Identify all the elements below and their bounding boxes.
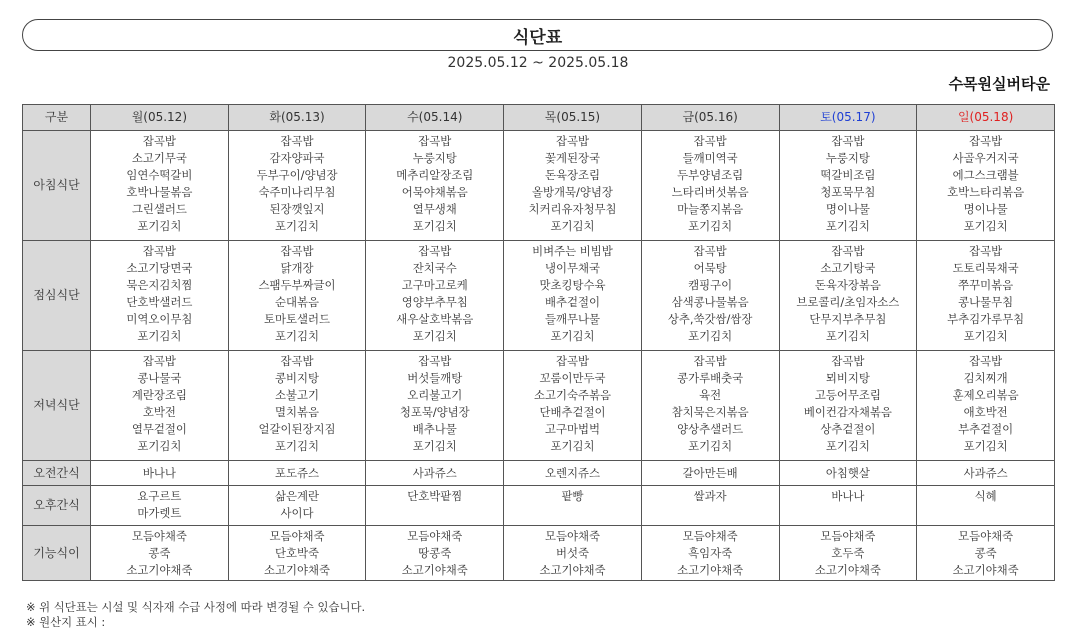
day-header-fri: 금(05.16)	[641, 105, 779, 131]
menu-item: 꽃게된장국	[544, 150, 600, 165]
menu-cell	[917, 131, 1055, 241]
menu-item: 포기김치	[688, 438, 733, 453]
menu-item: 삼색콩나물볶음	[671, 294, 749, 309]
menu-item: 호두죽	[831, 545, 865, 560]
menu-item: 상추겉절이	[820, 421, 876, 436]
menu-item: 잡곡밥	[142, 354, 176, 368]
menu-item: 잡곡밥	[831, 134, 865, 148]
menu-item: 마늘쫑지볶음	[677, 201, 744, 216]
meal-label: 오후간식	[23, 486, 91, 526]
menu-item: 부추김가루무침	[947, 311, 1025, 326]
menu-item: 소고기무국	[131, 150, 187, 165]
menu-cell	[366, 461, 504, 486]
menu-item: 콩죽	[974, 545, 997, 560]
menu-item: 포기김치	[963, 438, 1008, 453]
day-header-tue: 화(05.13)	[228, 105, 366, 131]
menu-item: 포기김치	[412, 218, 457, 233]
menu-cell	[366, 486, 504, 526]
menu-item: 상추,쑥갓쌈/쌈장	[667, 311, 753, 326]
menu-item: 멸치볶음	[275, 404, 320, 419]
menu-item: 잡곡밥	[969, 354, 1003, 368]
menu-item: 포기김치	[275, 328, 320, 343]
menu-item: 흑임자죽	[688, 545, 733, 560]
menu-item: 명이나물	[825, 201, 870, 216]
page-title: 식단표	[22, 19, 1053, 51]
menu-item: 소고기야채죽	[814, 562, 881, 577]
menu-item: 모듬야채죽	[544, 529, 600, 543]
menu-item: 청포묵/양념장	[399, 404, 470, 419]
menu-item: 오리불고기	[407, 387, 463, 402]
menu-item: 임연수떡갈비	[126, 167, 193, 182]
menu-item: 토마토샐러드	[264, 311, 331, 326]
menu-item: 들깨미역국	[682, 150, 738, 165]
menu-item: 뫼비지탕	[825, 370, 870, 385]
menu-item: 잡곡밥	[693, 354, 727, 368]
menu-cell	[91, 486, 229, 526]
menu-cell	[504, 131, 642, 241]
menu-item: 느타리버섯볶음	[671, 184, 749, 199]
menu-item: 포기김치	[550, 218, 595, 233]
menu-item: 포도쥬스	[275, 465, 320, 480]
menu-item: 호박나물볶음	[126, 184, 193, 199]
menu-item: 소고기야채죽	[401, 562, 468, 577]
footer-note: ※ 위 식단표는 시설 및 식자재 수급 사정에 따라 변경될 수 있습니다.	[26, 600, 366, 614]
menu-item: 맛초킹탕수육	[539, 277, 606, 292]
menu-item: 단호박팥찜	[407, 489, 463, 503]
day-header-sat: 토(05.17)	[779, 105, 917, 131]
menu-cell	[228, 526, 366, 581]
menu-item: 사골우거지국	[952, 150, 1019, 165]
menu-item: 잡곡밥	[693, 134, 727, 148]
menu-item: 잡곡밥	[280, 354, 314, 368]
day-header-thu: 목(05.15)	[504, 105, 642, 131]
menu-item: 사과쥬스	[412, 465, 457, 480]
menu-item: 냉이무채국	[544, 260, 600, 275]
organization-name: 수목원실버타운	[948, 75, 1050, 93]
menu-cell	[366, 526, 504, 581]
menu-item: 계란장조림	[131, 387, 187, 402]
menu-item: 소고기당면국	[126, 260, 193, 275]
header-row	[23, 105, 1055, 131]
menu-item: 잔치국수	[412, 260, 457, 275]
menu-cell	[779, 526, 917, 581]
footer-note-origin: ※ 원산지 표시 :	[26, 615, 106, 629]
date-range: 2025.05.12 ~ 2025.05.18	[447, 55, 629, 71]
meal-row	[23, 461, 1055, 486]
menu-cell	[366, 241, 504, 351]
menu-item: 모듬야채죽	[820, 529, 876, 543]
menu-cell	[917, 486, 1055, 526]
menu-item: 모듬야채죽	[269, 529, 325, 543]
menu-item: 소고기탕국	[820, 260, 876, 275]
menu-item: 포기김치	[137, 218, 182, 233]
menu-item: 묵은지김치찜	[126, 277, 193, 292]
menu-item: 버섯들깨탕	[407, 370, 463, 385]
menu-item: 삶은계란	[275, 489, 320, 503]
menu-item: 미역오이무침	[126, 311, 193, 326]
menu-item: 잡곡밥	[831, 244, 865, 258]
menu-item: 포기김치	[688, 218, 733, 233]
menu-item: 캠핑구이	[688, 277, 733, 292]
menu-item: 콩비지탕	[275, 370, 320, 385]
menu-item: 콩나물무침	[958, 294, 1014, 309]
menu-item: 사이다	[280, 505, 314, 520]
menu-item: 모듬야채죽	[131, 529, 187, 543]
menu-item: 스팸두부짜글이	[258, 277, 336, 292]
menu-item: 소고기야채죽	[264, 562, 331, 577]
day-header-sun: 일(05.18)	[917, 105, 1055, 131]
menu-cell	[779, 241, 917, 351]
menu-cell	[91, 351, 229, 461]
menu-item: 포기김치	[412, 328, 457, 343]
menu-item: 콩나물국	[137, 370, 182, 385]
menu-item: 소고기야채죽	[952, 562, 1019, 577]
menu-item: 잡곡밥	[969, 244, 1003, 258]
menu-item: 메추리알장조림	[396, 167, 474, 182]
day-header-mon: 월(05.12)	[91, 105, 229, 131]
meal-row	[23, 241, 1055, 351]
menu-item: 치커리유자청무침	[528, 201, 617, 216]
menu-item: 포기김치	[550, 438, 595, 453]
menu-item: 얼갈이된장지짐	[258, 421, 336, 436]
menu-item: 열무겉절이	[131, 421, 187, 436]
day-header-wed: 수(05.14)	[366, 105, 504, 131]
menu-item: 잡곡밥	[280, 134, 314, 148]
menu-cell	[366, 351, 504, 461]
menu-cell	[91, 131, 229, 241]
menu-item: 누룽지탕	[825, 150, 870, 165]
menu-item: 참치묵은지볶음	[671, 404, 749, 419]
menu-cell	[228, 131, 366, 241]
menu-item: 오렌지쥬스	[544, 465, 600, 480]
menu-item: 두부양념조림	[677, 167, 744, 182]
menu-item: 갈아만든배	[682, 465, 738, 480]
menu-cell	[917, 461, 1055, 486]
menu-item: 올방개묵/양념장	[532, 184, 613, 199]
menu-item: 배추나물	[412, 421, 457, 436]
menu-item: 열무생채	[412, 201, 457, 216]
menu-item: 모듬야채죽	[407, 529, 463, 543]
menu-item: 포기김치	[963, 218, 1008, 233]
menu-cell	[779, 351, 917, 461]
menu-item: 잡곡밥	[969, 134, 1003, 148]
menu-item: 육전	[699, 387, 722, 402]
menu-cell	[504, 486, 642, 526]
menu-cell	[641, 131, 779, 241]
menu-item: 바나나	[831, 489, 865, 503]
meal-label: 아침식단	[23, 131, 91, 241]
menu-cell	[228, 351, 366, 461]
menu-item: 포기김치	[688, 328, 733, 343]
menu-cell	[779, 461, 917, 486]
menu-item: 닭개장	[280, 260, 314, 275]
menu-item: 순대볶음	[275, 294, 320, 309]
menu-item: 모듬야채죽	[958, 529, 1014, 543]
menu-cell	[91, 526, 229, 581]
menu-item: 포기김치	[825, 438, 870, 453]
menu-item: 감자양파국	[269, 150, 325, 165]
footer-notes	[26, 600, 365, 630]
menu-table	[22, 104, 1055, 581]
menu-cell	[641, 486, 779, 526]
menu-item: 명이나물	[963, 201, 1008, 216]
meal-row	[23, 526, 1055, 581]
meal-label: 오전간식	[23, 461, 91, 486]
menu-cell	[917, 526, 1055, 581]
menu-item: 소고기숙주볶음	[533, 387, 611, 402]
menu-item: 두부구이/양념장	[256, 167, 338, 182]
menu-cell	[228, 486, 366, 526]
menu-item: 잡곡밥	[142, 134, 176, 148]
menu-item: 고등어무조림	[814, 387, 881, 402]
menu-item: 콩가루배춧국	[677, 370, 744, 385]
menu-cell	[779, 486, 917, 526]
menu-item: 잡곡밥	[418, 244, 452, 258]
menu-item: 소고기야채죽	[539, 562, 606, 577]
menu-item: 어묵야채볶음	[401, 184, 468, 199]
menu-item: 잡곡밥	[280, 244, 314, 258]
menu-item: 식혜	[974, 489, 997, 503]
menu-item: 포기김치	[550, 328, 595, 343]
menu-item: 양상추샐러드	[677, 421, 744, 436]
meal-label: 점심식단	[23, 241, 91, 351]
menu-item: 포기김치	[275, 438, 320, 453]
meal-label: 기능식이	[23, 526, 91, 581]
menu-item: 그린샐러드	[131, 201, 187, 216]
menu-item: 단무지부추무침	[809, 311, 887, 326]
menu-item: 포기김치	[825, 218, 870, 233]
menu-item: 어묵탕	[693, 260, 727, 275]
menu-item: 훈제오리볶음	[952, 387, 1019, 402]
menu-cell	[91, 241, 229, 351]
menu-cell	[641, 351, 779, 461]
menu-cell	[228, 241, 366, 351]
menu-item: 콩죽	[148, 545, 171, 560]
menu-cell	[641, 526, 779, 581]
menu-item: 잡곡밥	[555, 134, 589, 148]
menu-item: 요구르트	[137, 489, 182, 503]
meal-row	[23, 351, 1055, 461]
menu-item: 잡곡밥	[555, 354, 589, 368]
menu-item: 들깨무나물	[544, 311, 600, 326]
menu-item: 에그스크램블	[952, 167, 1019, 182]
menu-item: 호박느타리볶음	[947, 184, 1025, 199]
menu-item: 쌀과자	[693, 489, 727, 503]
menu-item: 잡곡밥	[418, 134, 452, 148]
menu-item: 애호박전	[963, 404, 1008, 419]
menu-item: 베이컨감자채볶음	[803, 404, 892, 419]
meal-row	[23, 131, 1055, 241]
menu-cell	[504, 526, 642, 581]
menu-item: 포기김치	[963, 328, 1008, 343]
menu-item: 김치찌개	[963, 370, 1008, 385]
meal-label: 저녁식단	[23, 351, 91, 461]
menu-item: 된장깻잎지	[269, 201, 325, 216]
menu-cell	[91, 461, 229, 486]
menu-cell	[228, 461, 366, 486]
menu-item: 고구마고로케	[401, 277, 468, 292]
menu-item: 팥빵	[561, 489, 584, 503]
menu-item: 숙주미나리무침	[258, 184, 336, 199]
menu-item: 쭈꾸미볶음	[958, 277, 1014, 292]
menu-cell	[504, 461, 642, 486]
menu-item: 잡곡밥	[831, 354, 865, 368]
menu-item: 누룽지탕	[412, 150, 457, 165]
menu-item: 돈육자장볶음	[814, 277, 881, 292]
menu-item: 사과쥬스	[963, 465, 1008, 480]
menu-item: 단호박샐러드	[126, 294, 193, 309]
menu-item: 부추겉절이	[958, 421, 1014, 436]
menu-item: 배추겉절이	[544, 294, 600, 309]
menu-item: 아침햇살	[825, 465, 870, 480]
menu-cell	[641, 241, 779, 351]
menu-item: 바나나	[142, 465, 176, 480]
menu-item: 포기김치	[137, 438, 182, 453]
menu-cell	[366, 131, 504, 241]
menu-item: 떡갈비조림	[820, 167, 876, 182]
menu-item: 돈육장조림	[544, 167, 600, 182]
menu-item: 비벼주는 비빔밥	[532, 244, 613, 258]
menu-item: 소고기야채죽	[126, 562, 193, 577]
menu-item: 포기김치	[412, 438, 457, 453]
menu-item: 마가렛트	[137, 505, 182, 520]
menu-cell	[504, 241, 642, 351]
corner-label: 구분	[23, 105, 91, 131]
menu-item: 단배추겉절이	[539, 404, 606, 419]
menu-item: 잡곡밥	[693, 244, 727, 258]
menu-item: 소불고기	[275, 387, 320, 402]
menu-cell	[917, 351, 1055, 461]
menu-cell	[641, 461, 779, 486]
menu-item: 모듬야채죽	[682, 529, 738, 543]
menu-item: 새우살호박볶음	[396, 311, 474, 326]
menu-cell	[917, 241, 1055, 351]
meal-row	[23, 486, 1055, 526]
menu-item: 단호박죽	[275, 545, 320, 560]
menu-item: 브로콜리/초임자소스	[796, 294, 900, 309]
menu-item: 호박전	[142, 404, 176, 419]
menu-cell	[779, 131, 917, 241]
menu-item: 포기김치	[137, 328, 182, 343]
menu-item: 포기김치	[275, 218, 320, 233]
menu-item: 땅콩죽	[418, 545, 452, 560]
menu-item: 고구마법벅	[544, 421, 600, 436]
menu-item: 꼬룸이만두국	[539, 370, 606, 385]
menu-item: 소고기야채죽	[677, 562, 744, 577]
menu-item: 버섯죽	[555, 545, 589, 560]
menu-item: 잡곡밥	[142, 244, 176, 258]
menu-item: 청포묵무침	[820, 184, 876, 199]
menu-item: 영양부추무침	[401, 294, 468, 309]
menu-item: 포기김치	[825, 328, 870, 343]
menu-item: 도토리묵채국	[952, 260, 1019, 275]
menu-item: 잡곡밥	[418, 354, 452, 368]
menu-cell	[504, 351, 642, 461]
